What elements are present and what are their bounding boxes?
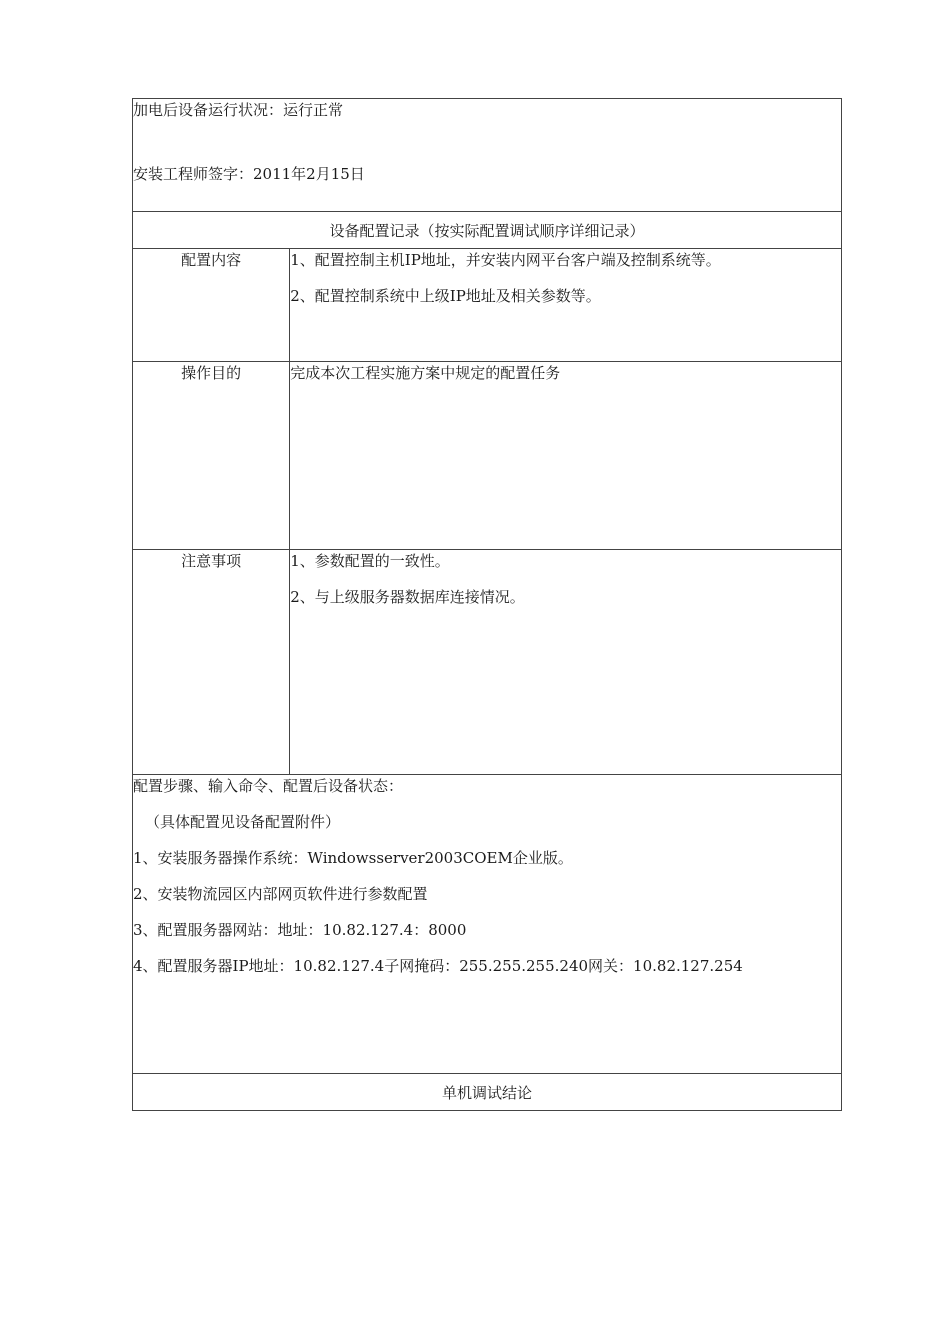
status-row bbox=[133, 99, 842, 212]
steps-line-1: 1、安装服务器操作系统：Windowsserver2003COEM企业版。 bbox=[133, 849, 573, 867]
config-content-line-1: 1、配置控制主机IP地址，并安装内网平台客户端及控制系统等。 bbox=[290, 251, 721, 269]
purpose-line-1: 完成本次工程实施方案中规定的配置任务 bbox=[290, 364, 561, 382]
steps-subtitle: （具体配置见设备配置附件） bbox=[145, 813, 341, 831]
config-content-value bbox=[290, 249, 842, 362]
config-record-heading: 设备配置记录（按实际配置调试顺序详细记录） bbox=[133, 212, 842, 249]
conclusion-heading-row bbox=[133, 1074, 842, 1111]
device-config-form bbox=[132, 98, 842, 1111]
purpose-row bbox=[133, 362, 842, 550]
steps-cell bbox=[133, 775, 842, 1074]
config-content-line-2: 2、配置控制系统中上级IP地址及相关参数等。 bbox=[290, 287, 601, 305]
power-on-status-text: 加电后设备运行状况：运行正常 bbox=[133, 101, 344, 119]
config-record-heading-row bbox=[133, 212, 842, 249]
steps-title: 配置步骤、输入命令、配置后设备状态： bbox=[133, 777, 404, 795]
steps-line-3: 3、配置服务器网站：地址：10.82.127.4：8000 bbox=[133, 921, 467, 939]
config-content-row bbox=[133, 249, 842, 362]
engineer-signature-text: 安装工程师签字：2011年2月15日 bbox=[133, 165, 365, 183]
config-content-label: 配置内容 bbox=[133, 249, 290, 362]
steps-line-4: 4、配置服务器IP地址：10.82.127.4子网掩码：255.255.255.240网关：10.82.127.254 bbox=[133, 957, 743, 975]
notes-line-1: 1、参数配置的一致性。 bbox=[290, 552, 450, 570]
status-spacer bbox=[133, 121, 841, 163]
status-cell bbox=[133, 99, 842, 212]
steps-line-2: 2、安装物流园区内部网页软件进行参数配置 bbox=[133, 885, 428, 903]
steps-row bbox=[133, 775, 842, 1074]
purpose-label: 操作目的 bbox=[133, 362, 290, 550]
notes-row bbox=[133, 550, 842, 775]
purpose-value bbox=[290, 362, 842, 550]
conclusion-heading: 单机调试结论 bbox=[133, 1074, 842, 1111]
notes-value bbox=[290, 550, 842, 775]
notes-line-2: 2、与上级服务器数据库连接情况。 bbox=[290, 588, 525, 606]
notes-label: 注意事项 bbox=[133, 550, 290, 775]
